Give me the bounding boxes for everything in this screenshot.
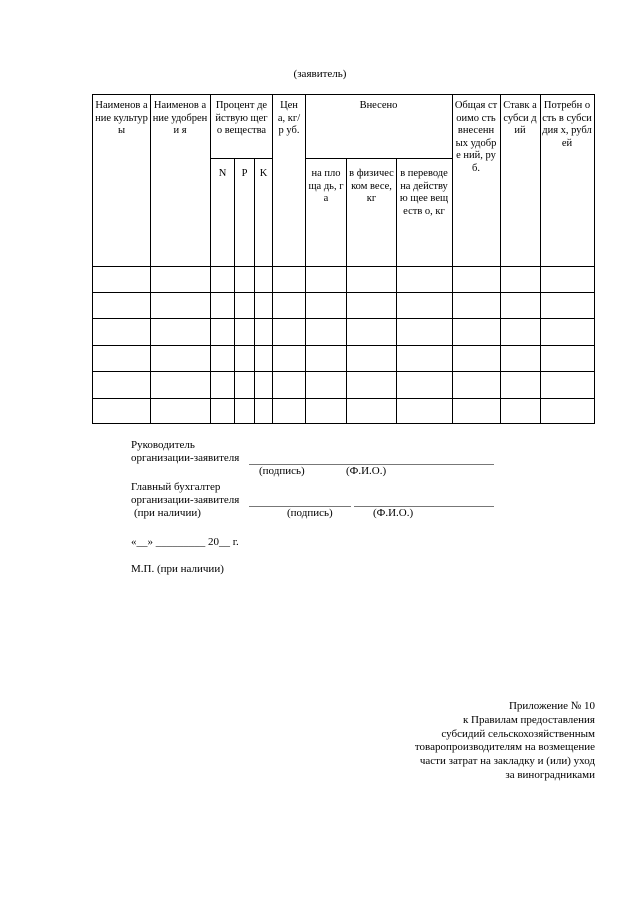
appendix-line: Приложение № 10 (508, 700, 595, 712)
signature-caption: (подпись) (259, 465, 305, 477)
table-border-bottom (92, 423, 594, 424)
col-line (254, 158, 255, 424)
fio-caption: (Ф.И.О.) (346, 465, 387, 477)
col-line (305, 94, 306, 424)
row-line (92, 292, 594, 293)
seal-caption: М.П. (при наличии) (131, 563, 224, 575)
header-applied: Внесено (359, 100, 398, 111)
head-label-line2: организации-заявителя (131, 452, 240, 464)
appendix-line: к Правилам предоставления (462, 713, 595, 726)
header-price: Цен а, кг/р уб. (277, 100, 301, 136)
appendix-line: части затрат на закладку и (или) уход (419, 755, 595, 768)
fio-caption-2: (Ф.И.О.) (373, 507, 414, 519)
subheader-line-applied (305, 158, 452, 159)
appendix-line: субсидий сельскохозяйственным (441, 727, 595, 740)
header-crop-name: Наименов ание культуры (95, 100, 148, 136)
col-line (396, 158, 397, 424)
header-p: P (241, 168, 248, 179)
applicant-caption: (заявитель) (293, 68, 347, 80)
header-bottom-line (92, 266, 594, 267)
header-subsidy-need: Потребн ость в субсидия х, рублей (542, 100, 592, 149)
col-line (272, 94, 273, 424)
row-line (92, 318, 594, 319)
row-line (92, 345, 594, 346)
col-line (452, 94, 453, 424)
row-line (92, 371, 594, 372)
signature-caption-2: (подпись) (287, 507, 333, 519)
subsidy-table (92, 94, 594, 424)
if-present-caption: (при наличии) (134, 507, 201, 519)
accountant-label-line2: организации-заявителя (131, 494, 240, 506)
appendix-line: товаропроизводителям на возмещение (414, 741, 595, 754)
col-line (346, 158, 347, 424)
header-n: N (218, 168, 227, 179)
header-area: на площа дь, га (308, 168, 344, 204)
col-line (92, 94, 93, 424)
header-fertilizer-name: Наименов ание удобрени я (152, 100, 208, 136)
header-physical-weight: в физичес ком весе, кг (349, 168, 394, 204)
row-line (92, 398, 594, 399)
appendix-line: за виноградниками (505, 768, 595, 781)
header-rate: Ставк а субси дий (503, 100, 537, 136)
header-active-percent: Процент действую щего вещества (215, 100, 268, 136)
col-line (210, 94, 211, 424)
accountant-label-line1: Главный бухгалтер (131, 481, 221, 493)
appendix-block (415, 700, 595, 783)
table-border-right (594, 94, 595, 424)
header-k: K (259, 168, 268, 179)
subheader-line (210, 158, 272, 159)
table-border-top (92, 94, 594, 95)
head-label-line1: Руководитель (131, 439, 195, 451)
col-line (234, 158, 235, 424)
col-line (500, 94, 501, 424)
date-line: «__» _________ 20__ г. (131, 536, 239, 548)
col-line (150, 94, 151, 424)
header-active-substance: в переводе на действую щее веществ о, кг (399, 168, 449, 217)
header-total-cost: Общая стоимо сть внесенн ых удобре ний, руб. (454, 100, 498, 174)
col-line (540, 94, 541, 424)
